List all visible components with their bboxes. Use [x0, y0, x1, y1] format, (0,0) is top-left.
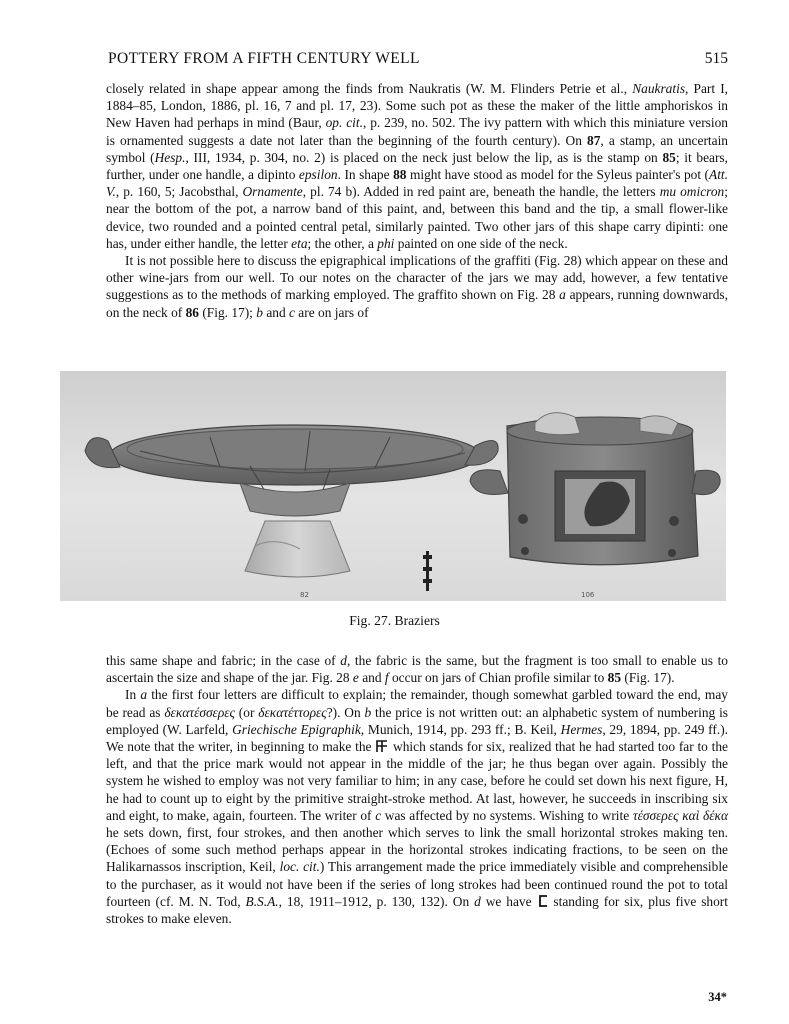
paragraph-1: closely related in shape appear among the finds from Naukratis (W. M. Flinders Petrie et al., Naukratis, Part I, 1884–85, London, 1886, pl. 16, 7 and pl. 17, 23). Some such pot as these the maker of the little amphoriskos in New Haven had perhaps in mind (Baur, op. cit., p. 239, no. 502. The ivy pattern with which this miniature version is ornamented suggests a date not later than the beginning of the fourth century). On 87, a stamp, an uncertain symbol (Hesp., III, 1934, p. 304, no. 2) is placed on the neck just below the lip, as is the stamp on 85; it bears, further, under one handle, a dipinto epsilon. In shape 88 might have stood as model for the Syleus painter's pot (Att. V., p. 160, 5; Jacobsthal, Ornamente, pl. 74 b). Added in red paint are, beneath the handle, the letters mu omicron; near the bottom of the pot, a narrow band of this paint, and, between this band and the tip, a small flower-like device, two rounded and a pointed central petal, similarly painted. Two other jars of this shape carry dipinti: one has, under either handle, the letter eta; the other, a phi painted on one side of the neck.	[106, 81, 729, 251]
graffito-six-symbol-icon	[375, 739, 389, 753]
paragraph-2: It is not possible here to discuss the epigraphical implications of the graffiti (Fig. 28) which appear on these and other wine-jars from our well. To our notes on the character of the jars we may add, however, a few tentative suggestions as to the methods of marking employed. The graffito shown on Fig. 28 a appears, running downwards, on the neck of 86 (Fig. 17); b and c are on jars of	[106, 253, 728, 320]
figure-caption: Fig. 27. Braziers	[349, 613, 440, 628]
running-header	[0, 50, 728, 70]
braziers-photograph	[60, 371, 726, 601]
braziers-image	[60, 371, 726, 601]
page-number: 515	[704, 50, 728, 67]
figure-label-82: 82	[300, 591, 309, 599]
figure-label-106: 106	[581, 591, 595, 599]
signature-mark: 34*	[708, 990, 727, 1004]
graffito-bracket-symbol-icon	[537, 894, 549, 908]
paragraph-3: this same shape and fabric; in the case of d, the fabric is the same, but the fragment is too small to enable us to ascertain the size and shape of the jar. Fig. 28 e and f occur on jars of Chian profile similar to 85 (Fig. 17).	[106, 653, 728, 686]
paragraph-4: In a the first four letters are difficult to explain; the remainder, though somewhat garbled toward the end, may be read as δεκατέσσερες (or δεκατέττορες?). On b the price is not written out: an alphabetic system of numbering is employed (W. Larfeld, Griechische Epigraphik, Munich, 1914, pp. 293 ff.; B. Keil, Hermes, 29, 1894, pp. 249 ff.). We note that the writer, in beginning to make the which stands for six, realized that he had started too far to the left, and that the price mark would not appear in the middle of the jar; he thus began over again. Possibly the system he wished to employ was not very familiar to him; in any case, before he could set down his next figure, H, he had to count up to eight by the primitive straight-stroke method. At last, however, he succeeds in inscribing six and eight, to make, again, fourteen. The writer of c was affected by no systems. Wishing to write τέσσερες καὶ δέκα he sets down, first, four strokes, and then another which serves to link the small horizontal strokes making ten. (Echoes of some such method perhaps appear in the horizontal strokes indicating fractions, to be seen on the Halikarnassos inscription, Keil, loc. cit.) This arrangement made the price immediately visible and comprehensible to the purchaser, as it would not have been if the series of long strokes had been continued round the pot to total fourteen (cf. M. N. Tod, B.S.A., 18, 1911–1912, p. 130, 132). On d we have standing for six, plus five short strokes to make eleven.	[106, 687, 729, 927]
running-title: POTTERY FROM A FIFTH CENTURY WELL	[108, 50, 420, 67]
text-block-top	[106, 80, 728, 321]
text-block-bottom	[106, 652, 728, 927]
